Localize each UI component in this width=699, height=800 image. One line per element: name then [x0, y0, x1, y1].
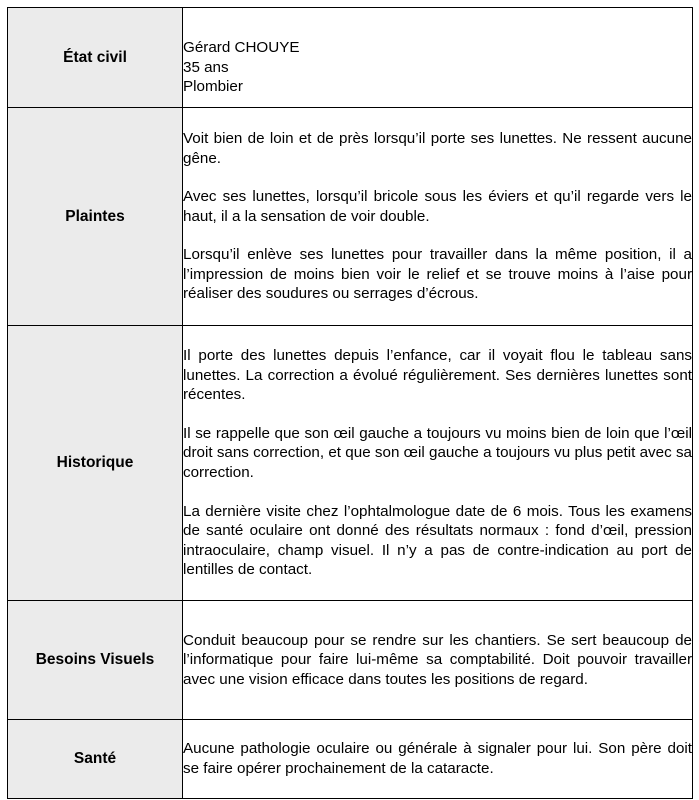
row-sante	[8, 720, 693, 799]
patient-occupation: Plombier	[183, 78, 243, 96]
plaintes-paragraph: Lorsqu’il enlève ses lunettes pour travailler dans la même position, il a l’impression de moins bien voir le relief et se trouve moins à l’aise pour réaliser des soudures ou serrages d’écrous.	[183, 246, 692, 303]
patient-name: Gérard CHOUYE	[183, 39, 300, 57]
sante-paragraph: Aucune pathologie oculaire ou générale à signaler pour lui. Son père doit se faire opérer prochainement de la cataracte.	[183, 740, 692, 777]
plaintes-paragraph: Avec ses lunettes, lorsqu’il bricole sous les éviers et qu’il regarde vers le haut, il a la sensation de voir double.	[183, 188, 692, 225]
label-sante: Santé	[8, 720, 183, 799]
row-etat-civil	[8, 8, 693, 108]
content-sante	[183, 720, 693, 799]
label-besoins-visuels: Besoins Visuels	[8, 601, 183, 720]
plaintes-paragraph: Voit bien de loin et de près lorsqu’il porte ses lunettes. Ne ressent aucune gêne.	[183, 129, 692, 167]
content-plaintes	[183, 108, 693, 326]
historique-paragraph: La dernière visite chez l’ophtalmologue date de 6 mois. Tous les examens de santé oculaire ont donné des résultats normaux : fond d’œil, pression intraoculaire, champ visuel. Il n’y a pas de contre-indication au port de lentilles de contact.	[183, 502, 692, 579]
patient-case-table	[7, 7, 693, 799]
label-historique: Historique	[8, 326, 183, 601]
content-historique	[183, 326, 693, 601]
label-plaintes: Plaintes	[8, 108, 183, 326]
patient-age: 35 ans	[183, 58, 229, 76]
historique-paragraph: Il porte des lunettes depuis l’enfance, car il voyait flou le tableau sans lunettes. La correction a évolué régulièrement. Ses dernières lunettes sont récentes.	[183, 347, 692, 404]
historique-paragraph: Il se rappelle que son œil gauche a toujours vu moins bien de loin que l’œil droit sans correction, et que son œil gauche a toujours vu plus petit avec sa correction.	[183, 424, 692, 481]
row-plaintes	[8, 108, 693, 326]
besoins-paragraph: Conduit beaucoup pour se rendre sur les chantiers. Se sert beaucoup de l’informatique pour faire lui-même sa comptabilité. Doit pouvoir travailler avec une vision efficace dans toutes les positions de regard.	[183, 631, 692, 688]
content-besoins-visuels	[183, 601, 693, 720]
content-etat-civil	[183, 8, 693, 108]
row-historique	[8, 326, 693, 601]
label-etat-civil: État civil	[8, 8, 183, 108]
row-besoins-visuels	[8, 601, 693, 720]
